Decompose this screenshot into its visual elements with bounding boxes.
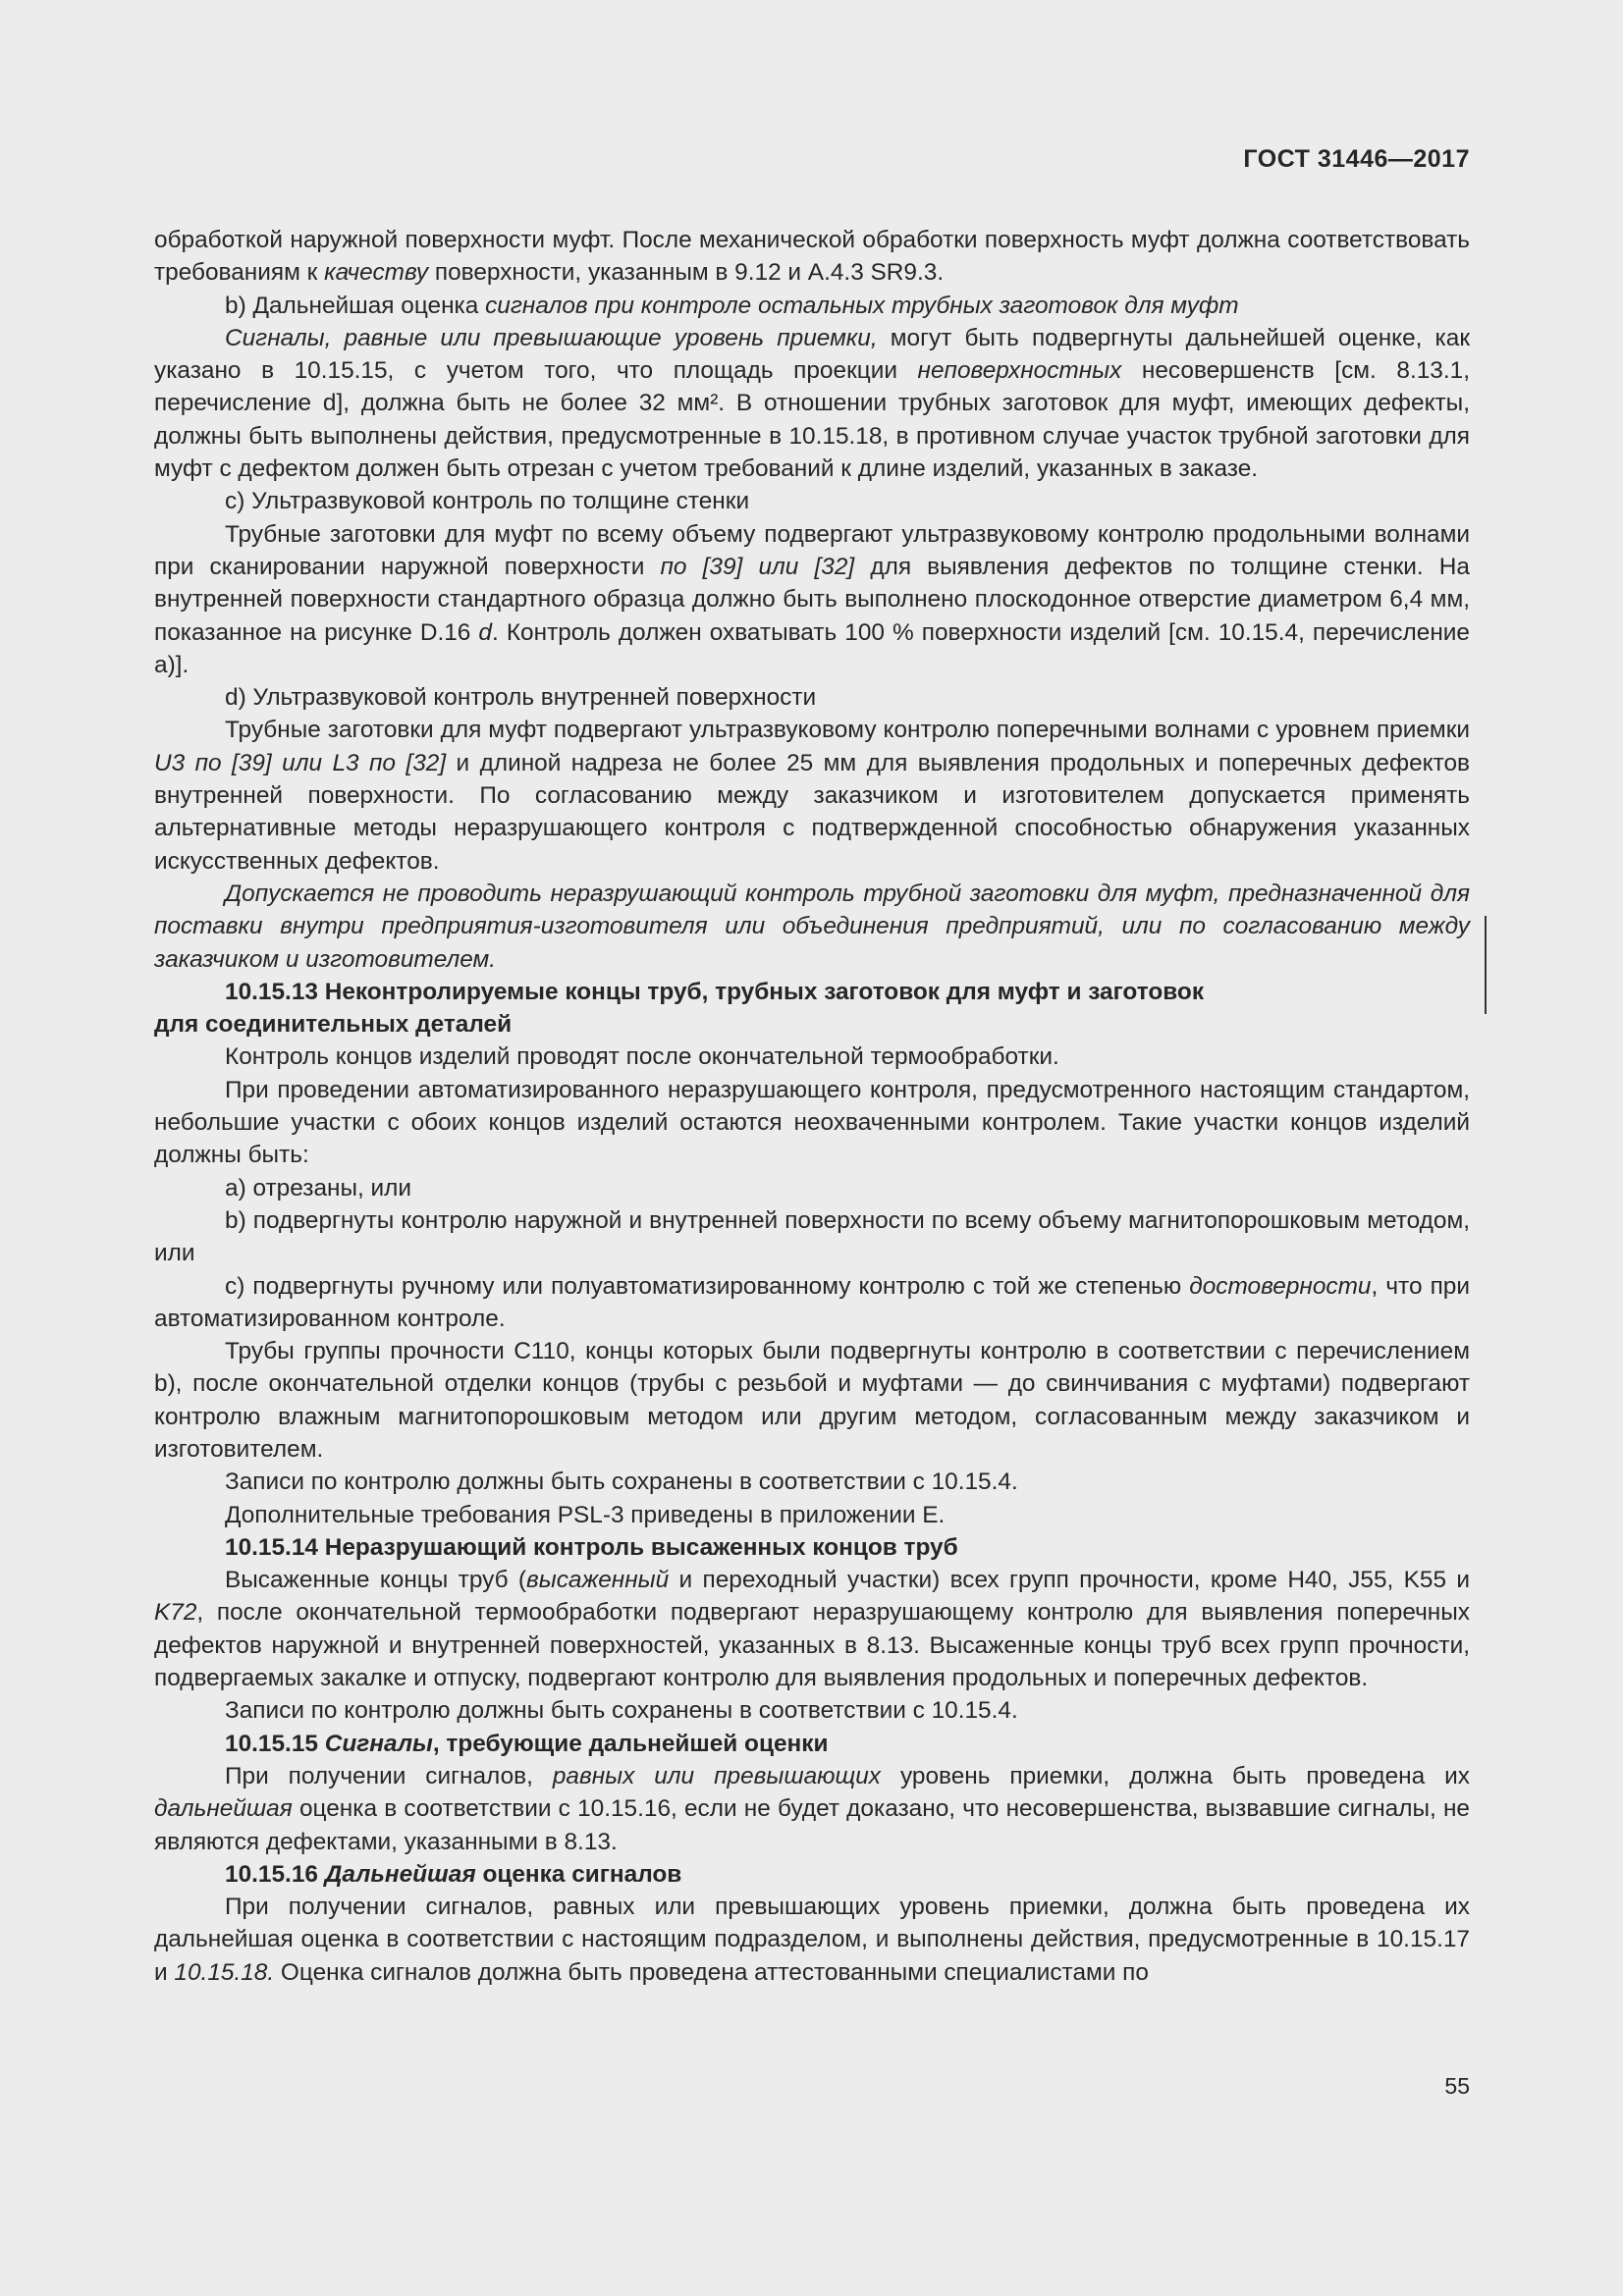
text-run: Записи по контролю должны быть сохранены в соответствии с 10.15.4. bbox=[225, 1697, 1018, 1725]
text-run: для соединительных деталей bbox=[154, 1011, 513, 1039]
text-run: сигналов при контроле остальных трубных заготовок для муфт bbox=[485, 292, 1239, 319]
paragraph bbox=[154, 1694, 1470, 1727]
paragraph bbox=[154, 322, 1470, 485]
text-run: , требующие дальнейшей оценки bbox=[432, 1730, 829, 1757]
paragraph bbox=[154, 518, 1470, 681]
text-run: , после окончательной термообработки подвергают неразрушающему контролю для выявления поперечных дефектов наружной и внутренней поверхностей, указанных в 8.13. Высаженные концы труб всех групп прочности, подвергаемых закалке и отпуску, подвергают контролю для выявления продольных и поперечных дефектов. bbox=[154, 1599, 1470, 1692]
text-run: обработкой наружной поверхности муфт. После механической обработки поверхность муфт должна соответствовать требованиям к bbox=[154, 227, 1470, 287]
paragraph bbox=[154, 878, 1470, 976]
text-run: поверхности, указанным в 9.12 и A.4.3 SR9.3. bbox=[428, 259, 945, 287]
paragraph bbox=[154, 976, 1470, 1008]
text-run: Контроль концов изделий проводят после окончательной термообработки. bbox=[225, 1043, 1059, 1071]
text-run: При получении сигналов, равных или превышающих уровень приемки, должна быть проведена их дальнейшая оценка в соответствии с настоящим подразделом, и выполнены действия, предусмотренные в 10.15.17 и bbox=[154, 1894, 1470, 1986]
text-run: Сигналы bbox=[324, 1730, 433, 1757]
text-run: Трубные заготовки для муфт по всему объему подвергают ультразвуковому контролю продольными волнами при сканировании наружной поверхности bbox=[154, 520, 1470, 580]
text-run: Трубы группы прочности С110, концы которых были подвергнуты контролю в соответствии с перечислением b), после окончательной отделки концов (трубы с резьбой и муфтами — до свинчивания с муфтами) подвергают контролю влажным магнитопорошковым методом или другим методом, согласованным между заказчиком и изготовителем. bbox=[154, 1338, 1470, 1463]
paragraph bbox=[154, 714, 1470, 877]
text-run: При получении сигналов, bbox=[225, 1762, 553, 1789]
paragraph bbox=[154, 290, 1470, 322]
text-run: Дополнительные требования PSL-3 приведены в приложении E. bbox=[225, 1501, 946, 1528]
text-run: оценка в соответствии с 10.15.16, если не будет доказано, что несовершенства, вызвавшие сигналы, не являются дефектами, указанными в 8.13. bbox=[154, 1795, 1470, 1855]
text-run: Высаженные концы труб ( bbox=[225, 1567, 527, 1594]
text-run: b) подвергнуты контролю наружной и внутренней поверхности по всему объему магнитопорошковым методом, или bbox=[154, 1206, 1470, 1267]
text-run: достоверности bbox=[1189, 1272, 1372, 1300]
paragraph bbox=[154, 224, 1470, 290]
text-run: и длиной надреза не более 25 мм для выявления продольных и поперечных дефектов внутренней поверхности. По согласованию между заказчиком и изготовителем допускается применять альтернативные методы неразрушающего контроля с подтвержденной способностью обнаружения указанных искусственных дефектов. bbox=[154, 749, 1470, 875]
paragraph bbox=[154, 1728, 1470, 1760]
paragraph bbox=[154, 1466, 1470, 1498]
text-run: K72 bbox=[154, 1599, 197, 1627]
text-run: неповерхностных bbox=[917, 357, 1122, 385]
text-run: и переходный участки) всех групп прочности, кроме H40, J55, K55 и bbox=[669, 1567, 1470, 1594]
text-run: . Контроль должен охватывать 100 % поверхности изделий [см. 10.15.4, перечисление a)]. bbox=[154, 618, 1470, 678]
paragraph bbox=[154, 485, 1470, 517]
text-run: Сигналы, равные или превышающие уровень приемки, bbox=[225, 324, 878, 351]
text-run: уровень приемки, должна быть проведена их bbox=[881, 1762, 1471, 1789]
text-run: высаженный bbox=[526, 1567, 670, 1594]
text-run: 10.15.15 bbox=[225, 1730, 325, 1757]
text-run: c) Ультразвуковой контроль по толщине стенки bbox=[225, 488, 750, 515]
paragraph bbox=[154, 1270, 1470, 1336]
text-run: Записи по контролю должны быть сохранены в соответствии с 10.15.4. bbox=[225, 1468, 1018, 1496]
text-run: качеству bbox=[324, 259, 429, 287]
text-run: c) подвергнуты ручному или полуавтоматизированному контролю с той же степенью bbox=[225, 1272, 1190, 1300]
text-run: Дальнейшая bbox=[324, 1860, 476, 1888]
text-run: 10.15.18. bbox=[174, 1958, 275, 1986]
paragraph bbox=[154, 1335, 1470, 1466]
text-run: b) Дальнейшая оценка bbox=[225, 292, 486, 319]
paragraph bbox=[154, 681, 1470, 714]
paragraph bbox=[154, 1499, 1470, 1531]
paragraph bbox=[154, 1858, 1470, 1891]
text-run: равных или превышающих bbox=[552, 1762, 881, 1789]
revision-change-bar bbox=[1485, 916, 1487, 1014]
text-run: для выявления дефектов по толщине стенки. На внутренней поверхности стандартного образца должно быть выполнено плоскодонное отверстие диаметром 6,4 мм, показанное на рисунке D.16 bbox=[154, 553, 1470, 646]
text-run: 10.15.14 Неразрушающий контроль высаженных концов труб bbox=[225, 1533, 958, 1561]
standard-designation: ГОСТ 31446—2017 bbox=[1243, 145, 1470, 173]
text-run: , что при автоматизированном контроле. bbox=[154, 1272, 1470, 1332]
paragraph bbox=[154, 1074, 1470, 1172]
text-run: могут быть подвергнуты дальнейшей оценке, как указано в 10.15.15, с учетом того, что площадь проекции bbox=[154, 324, 1470, 385]
text-run: При проведении автоматизированного неразрушающего контроля, предусмотренного настоящим стандартом, небольшие участки с обоих концов изделий остаются неохваченными контролем. Такие участки концов изделий должны быть: bbox=[154, 1076, 1470, 1169]
paragraph bbox=[154, 1891, 1470, 1989]
text-run: a) отрезаны, или bbox=[225, 1174, 412, 1201]
paragraph bbox=[154, 1760, 1470, 1858]
paragraph bbox=[154, 1172, 1470, 1204]
text-run: U3 по [39] или L3 по [32] bbox=[154, 749, 447, 776]
paragraph bbox=[154, 1041, 1470, 1073]
text-run: несовершенств [см. 8.13.1, перечисление d], должна быть не более 32 мм². В отношении трубных заготовок для муфт, имеющих дефекты, должны быть выполнены действия, предусмотренные в 10.15.18, в противном случае участок трубной заготовки для муфт с дефектом должен быть отрезан с учетом требований к длине изделий, указанных в заказе. bbox=[154, 357, 1470, 483]
text-run: по [39] или [32] bbox=[660, 553, 855, 580]
paragraph bbox=[154, 1531, 1470, 1564]
paragraph bbox=[154, 1008, 1470, 1041]
text-run: Трубные заготовки для муфт подвергают ультразвуковому контролю поперечными волнами с уровнем приемки bbox=[225, 717, 1470, 744]
text-run: d) Ультразвуковой контроль внутренней поверхности bbox=[225, 684, 817, 712]
text-run: Оценка сигналов должна быть проведена аттестованными специалистами по bbox=[274, 1958, 1149, 1986]
paragraph bbox=[154, 1564, 1470, 1694]
paragraph bbox=[154, 1204, 1470, 1270]
text-run: d bbox=[478, 618, 492, 646]
body-text bbox=[154, 224, 1470, 1989]
text-run: 10.15.16 bbox=[225, 1860, 325, 1888]
page-number: 55 bbox=[1444, 2073, 1470, 2099]
text-run: оценка сигналов bbox=[475, 1860, 682, 1888]
text-run: 10.15.13 Неконтролируемые концы труб, трубных заготовок для муфт и заготовок bbox=[225, 978, 1205, 1005]
text-run: дальнейшая bbox=[154, 1795, 293, 1823]
text-run: Допускается не проводить неразрушающий контроль трубной заготовки для муфт, предназначенной для поставки внутри предприятия-изготовителя или объединения предприятий, или по согласованию между заказчиком и изготовителем. bbox=[154, 880, 1470, 973]
